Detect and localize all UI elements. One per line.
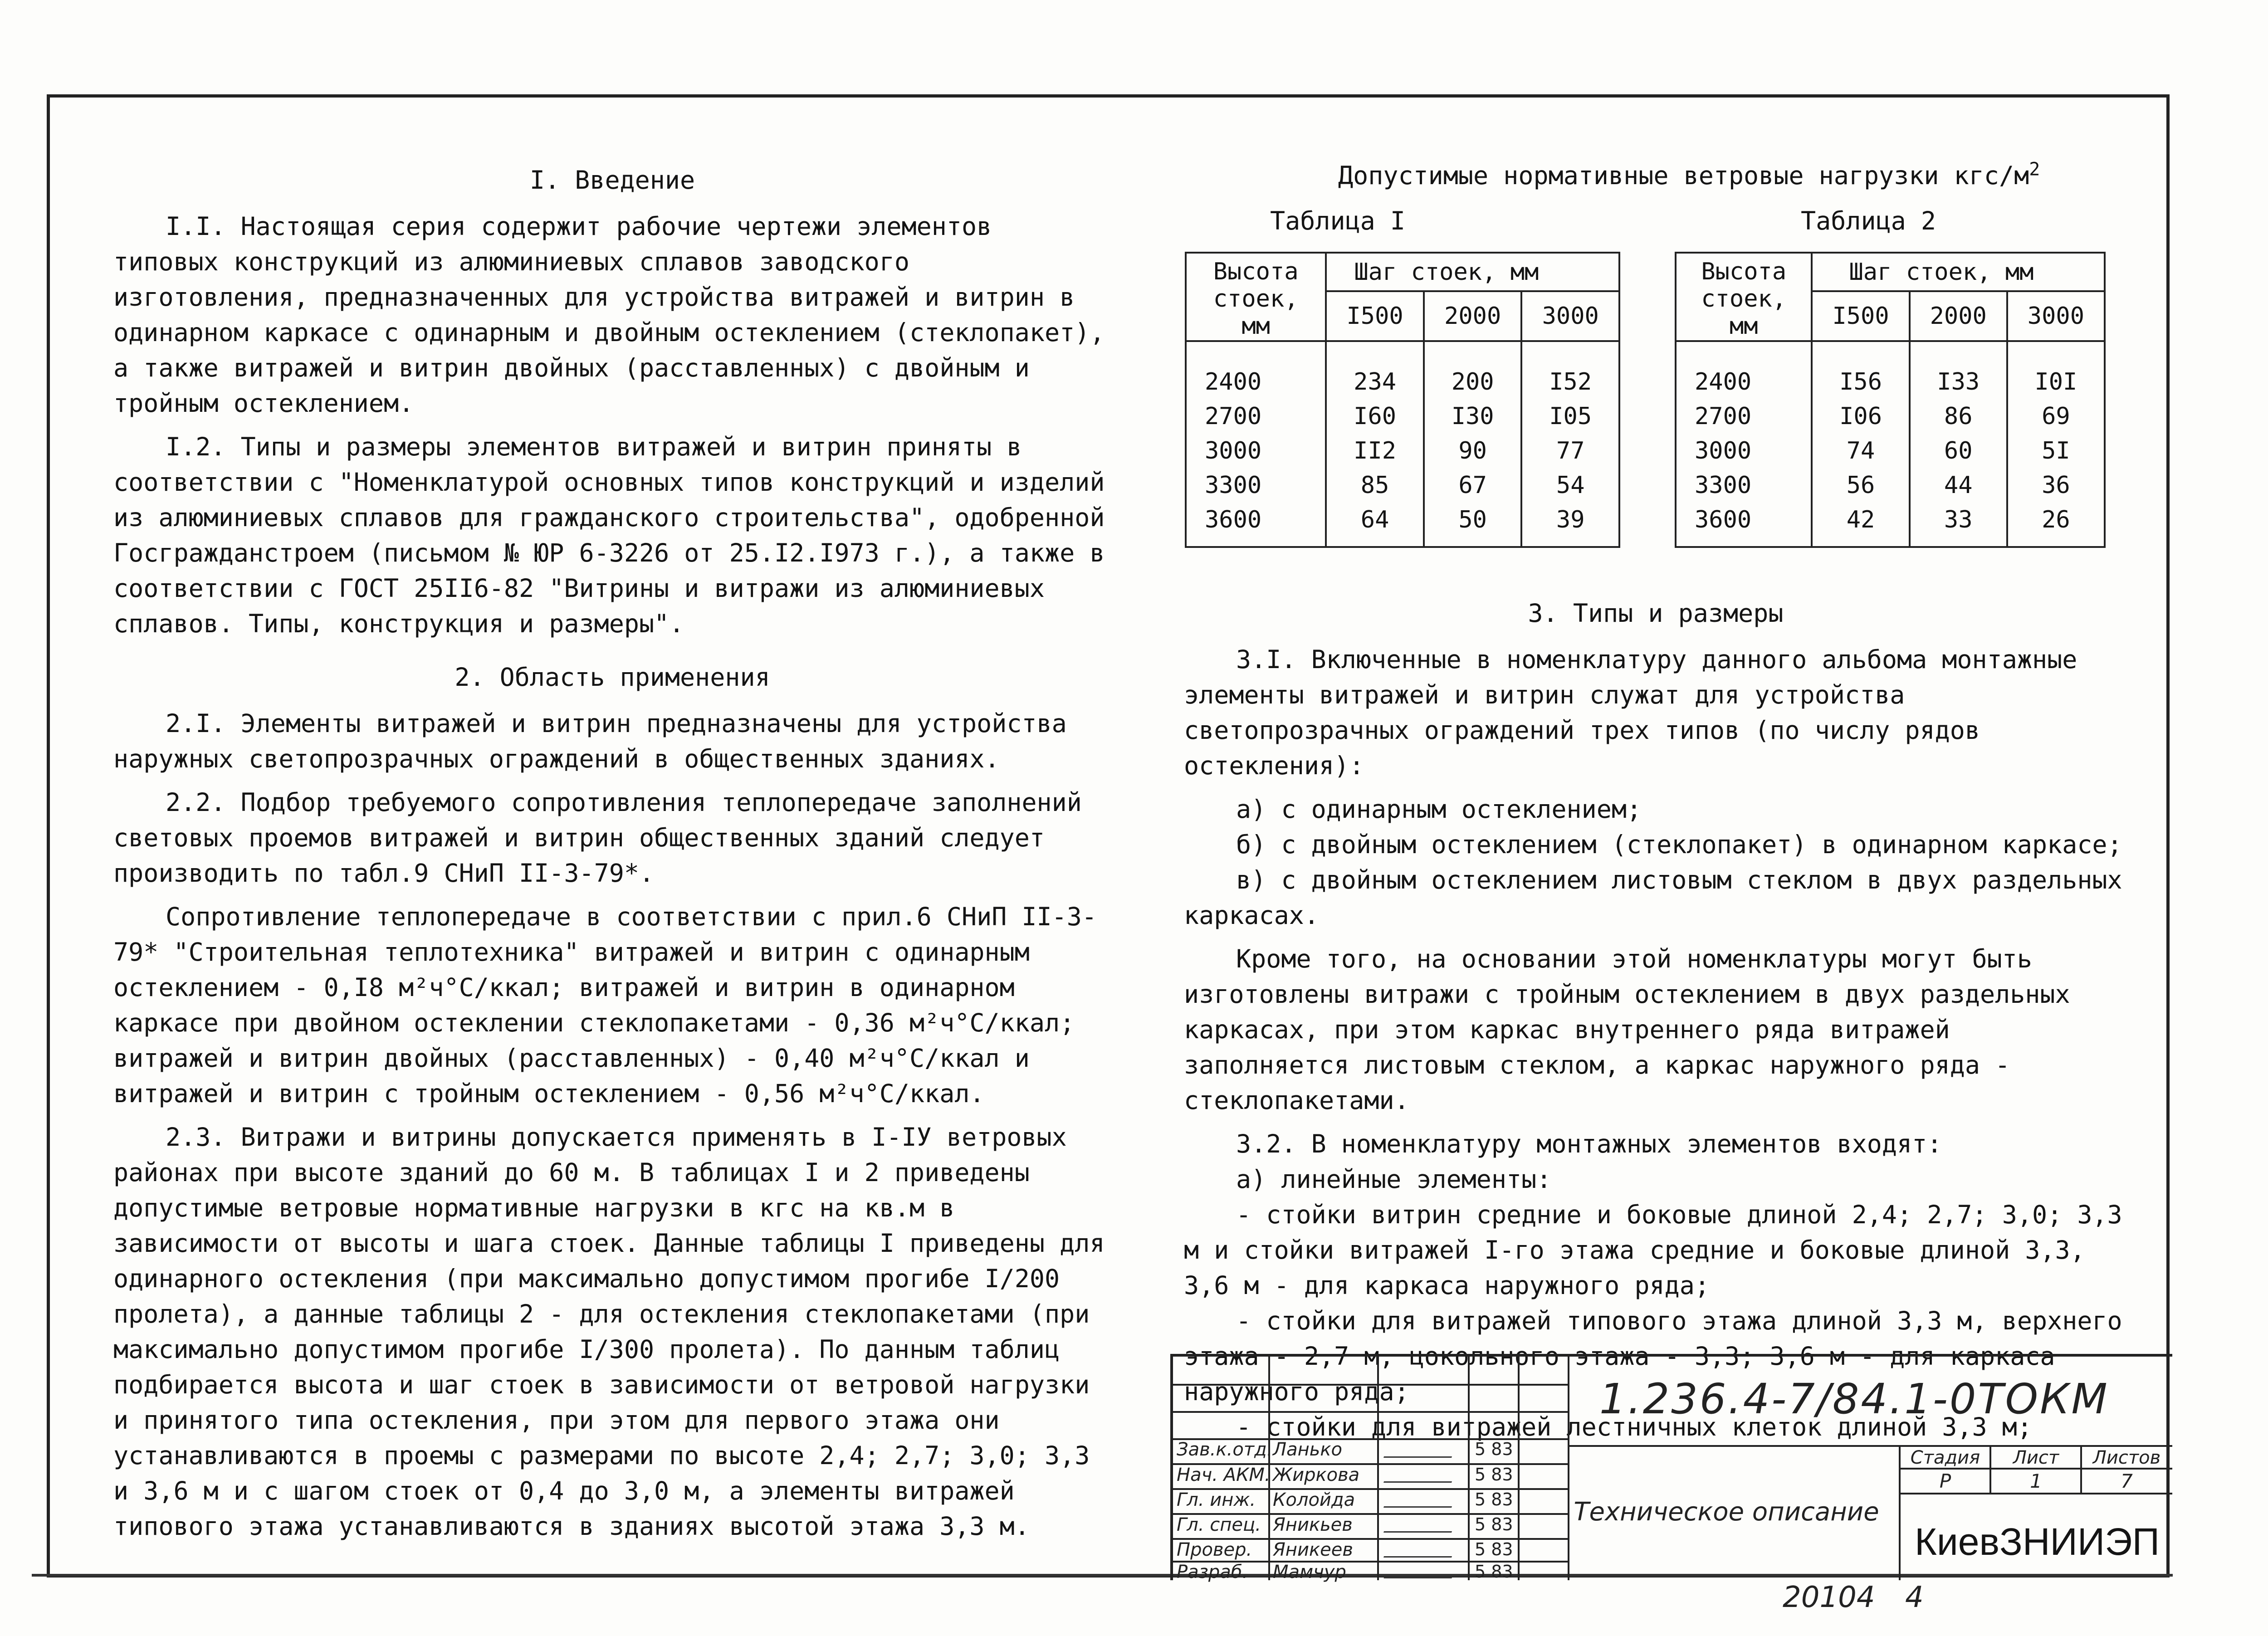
heights-cell [1186, 341, 1326, 547]
paragraph-3-2: 3.2. В номенклатуру монтажных элементов входят: [1236, 1129, 1942, 1158]
section-1-title: I. Введение [529, 166, 695, 195]
grid-line [2080, 1445, 2082, 1493]
signature [1383, 1543, 1457, 1558]
signature [1383, 1564, 1457, 1578]
values-2000 [1910, 341, 2007, 547]
right-column [1184, 587, 2127, 1445]
grid-line [1173, 1384, 1568, 1386]
role-label: Разраб. [1177, 1562, 1248, 1582]
person-name: Яникьев [1273, 1514, 1353, 1535]
table-cell: 3300 [1695, 472, 1752, 499]
person-name: Ланько [1273, 1439, 1342, 1460]
table-cell: I56 [1839, 368, 1882, 396]
grid-line [1568, 1357, 1569, 1580]
date: 5 83 [1475, 1539, 1513, 1559]
table-cell: 36 [2042, 472, 2070, 499]
table-1-label: Таблица I [1270, 206, 1406, 235]
table-cell: 67 [1458, 472, 1487, 499]
col-header-height: Высота стоек, мм [1186, 253, 1326, 341]
sheet-value: 1 [2030, 1470, 2042, 1492]
date: 5 83 [1475, 1514, 1513, 1534]
col-header-height: Высота стоек, мм [1676, 253, 1812, 341]
list-item-linear: а) линейные элементы: [1236, 1165, 1552, 1194]
table-cell: I05 [1549, 403, 1592, 430]
wind-load-table-2 [1675, 252, 2106, 548]
document-title: Техническое описание [1574, 1497, 1879, 1527]
table-cell: 3600 [1205, 506, 1262, 533]
paragraph-2-2: 2.2. Подбор требуемого сопротивления теплопередаче заполнений световых проемов витражей и витрин общественных зданий следует производить по табл.9 СНиП II-3-79*. [113, 788, 1082, 888]
sheets-header: Листов [2092, 1447, 2161, 1468]
wind-load-table-1 [1185, 252, 1620, 548]
col-header-step: Шаг стоек, мм [1326, 253, 1619, 291]
table-cell: I60 [1354, 403, 1397, 430]
table-cell: 3000 [1695, 437, 1752, 464]
title-block [1170, 1354, 2172, 1580]
list-item-a: а) с одинарным остеклением; [1236, 795, 1642, 824]
signature [1383, 1493, 1457, 1508]
date: 5 83 [1475, 1489, 1513, 1509]
heights-cell [1676, 341, 1812, 547]
stage-header: Стадия [1910, 1447, 1980, 1468]
step-header: I500 [1326, 291, 1424, 341]
grid-line [1468, 1357, 1470, 1580]
table-body [1676, 341, 2105, 547]
step-header: I500 [1812, 291, 1909, 341]
paragraph-3-1: 3.I. Включенные в номенклатуру данного альбома монтажные элементы витражей и витрин служат для устройства светопрозрачных ограждений трех типов (по числу рядов остекления): [1184, 645, 2077, 780]
table-cell: 3600 [1695, 506, 1752, 533]
left-column [113, 154, 1111, 1552]
role-label: Гл. спец. [1177, 1514, 1261, 1535]
table-cell: I33 [1937, 368, 1980, 396]
signature [1383, 1443, 1457, 1458]
paragraph-2-1: 2.I. Элементы витражей и витрин предназначены для устройства наружных светопрозрачных ограждений в общественных зданиях. [113, 709, 1067, 773]
paragraph-3-1-note: Кроме того, на основании этой номенклатуры могут быть изготовлены витражи с тройным остеклением в двух раздельных каркасах, при этом каркас внутреннего ряда витражей заполняется листовым стеклом, а каркас наружного ряда - стеклопакетами. [1184, 944, 2070, 1115]
table-cell: 200 [1451, 368, 1494, 396]
step-header: 3000 [2007, 291, 2105, 341]
person-name: Яникеев [1273, 1539, 1353, 1560]
signature [1383, 1518, 1457, 1533]
step-header: 2000 [1424, 291, 1522, 341]
table-cell: 26 [2042, 506, 2070, 533]
archive-number: 20104 [1783, 1581, 1875, 1614]
list-item-b: б) с двойным остеклением (стеклопакет) в одинарном каркасе; [1236, 830, 2122, 859]
table-cell: I06 [1839, 403, 1882, 430]
table-cell: 69 [2042, 403, 2070, 430]
grid-line [1899, 1445, 1901, 1580]
table-cell: 77 [1556, 437, 1585, 464]
step-header: 2000 [1910, 291, 2007, 341]
grid-line [1899, 1493, 2172, 1494]
role-label: Провер. [1177, 1539, 1252, 1560]
table-cell: 33 [1944, 506, 1973, 533]
document-code: 1.236.4-7/84.1-0ТОКМ [1599, 1375, 2109, 1423]
table-cell: 86 [1944, 403, 1973, 430]
role-label: Нач. АКМ. [1177, 1465, 1271, 1485]
table-cell: 54 [1556, 472, 1585, 499]
paragraph-1-1: I.I. Настоящая серия содержит рабочие чертежи элементов типовых конструкций из алюминиевых сплавов заводского изготовления, предназначенных для устройства витражей и витрин в одинарном каркасе с одинарным и двойным остеклением (стеклопакет), а также витражей и витрин двойных (расставленных) с двойным и тройным остеклением. [113, 212, 1105, 418]
tables-caption: Допустимые нормативные ветровые нагрузки кгс/$м^2$ [1338, 159, 2040, 190]
sheets-value: 7 [2121, 1470, 2133, 1492]
grid-line [1518, 1357, 1520, 1580]
grid-line [1173, 1411, 1568, 1413]
signature [1383, 1468, 1457, 1483]
list-item-posts-3: - стойки для витражей лестничных клеток длиной 3,3 м; [1236, 1412, 2032, 1441]
table-cell: 2400 [1205, 368, 1262, 396]
date: 5 83 [1475, 1562, 1513, 1582]
values-3000 [1521, 341, 1619, 547]
section-3-title: 3. Типы и размеры [1528, 599, 1784, 628]
table-cell: 2700 [1695, 403, 1752, 430]
paragraph-1-2: I.2. Типы и размеры элементов витражей и витрин приняты в соответствии с "Номенклатурой основных типов конструкций и изделий из алюминиевых сплавов для гражданского строительства", одобренной Госгражданстроем (письмом № ЮР 6-3226 от 25.I2.I973 г.), а также в соответствии с ГОСТ 25II6-82 "Витрины и витражи из алюминиевых сплавов. Типы, конструкция и размеры". [113, 432, 1105, 638]
sheet-header: Лист [2013, 1447, 2059, 1468]
grid-line [1377, 1357, 1379, 1580]
table-cell: 44 [1944, 472, 1973, 499]
person-name: Мамчур [1273, 1562, 1346, 1582]
table-cell: 50 [1458, 506, 1487, 533]
section-2-title: 2. Область применения [455, 663, 770, 692]
table-cell: I30 [1451, 403, 1494, 430]
step-header: 3000 [1521, 291, 1619, 341]
table-cell: 56 [1846, 472, 1875, 499]
table-cell: 42 [1846, 506, 1875, 533]
list-item-posts-1: - стойки витрин средние и боковые длиной 2,4; 2,7; 3,0; 3,3 м и стойки витражей I-го этажа средние и боковые длиной 3,3, 3,6 м - для каркаса наружного ряда; [1184, 1200, 2122, 1300]
table-cell: 2400 [1695, 368, 1752, 396]
table-cell: 3300 [1205, 472, 1262, 499]
grid-line [1989, 1445, 1991, 1493]
list-item-posts-2: - стойки для витражей типового этажа длиной 3,3 м, верхнего этажа - 2,7 м, цокольного этажа - 3,3; 3,6 м - для каркаса наружного ряда; [1184, 1306, 2122, 1406]
person-name: Жиркова [1273, 1465, 1360, 1485]
paragraph-2-resistance: Сопротивление теплопередаче в соответствии с прил.6 СНиП II-3-79* "Строительная теплотехника" витражей и витрин с одинарным остеклением - 0,I8 м²ч°С/ккал; витражей и витрин в одинарном каркасе при двойном остеклении стеклопакетами - 0,36 м²ч°С/ккал; витражей и витрин двойных (расставленных) - 0,40 м²ч°С/ккал и витражей и витрин с тройным остеклением - 0,56 м²ч°С/ккал. [113, 902, 1097, 1108]
table-cell: I0I [2034, 368, 2077, 396]
table-cell: 90 [1458, 437, 1487, 464]
role-label: Зав.к.отд. [1177, 1439, 1273, 1460]
list-item-c: в) с двойным остеклением листовым стеклом в двух раздельных каркасах. [1184, 865, 2122, 930]
table-cell: II2 [1354, 437, 1397, 464]
table-cell: 2700 [1205, 403, 1262, 430]
table-body [1186, 341, 1619, 547]
date: 5 83 [1475, 1439, 1513, 1459]
table-cell: 3000 [1205, 437, 1262, 464]
paragraph-2-3: 2.3. Витражи и витрины допускается применять в I-IУ ветровых районах при высоте зданий до 60 м. В таблицах I и 2 приведены допустимые ветровые нормативные нагрузки в кгс на кв.м в зависимости от высоты и шага стоек. Данные таблицы I приведены для одинарного остекления (при максимально допустимом прогибе I/200 пролета), а данные таблицы 2 - для остекления стеклопакетами (при максимально допустимом прогибе I/300 пролета). По данным таблиц подбирается высота и шаг стоек в зависимости от ветровой нагрузки и принятого типа остекления, при этом для первого этажа они устанавливаются в проемы с размерами по высоте 2,4; 2,7; 3,0; 3,3 и 3,6 м и с шагом стоек от 0,4 до 3,0 м, а элементы витражей типового этажа устанавливаются в зданиях высотой этажа 3,3 м. [113, 1123, 1105, 1541]
table-2-label: Таблица 2 [1801, 206, 1936, 235]
table-cell: 85 [1360, 472, 1389, 499]
values-3000 [2007, 341, 2105, 547]
table-cell: I52 [1549, 368, 1592, 396]
values-2000 [1424, 341, 1522, 547]
person-name: Колойда [1273, 1489, 1355, 1510]
values-1500 [1326, 341, 1424, 547]
table-cell: 39 [1556, 506, 1585, 533]
table-cell: 234 [1354, 368, 1397, 396]
table-cell: 60 [1944, 437, 1973, 464]
table-cell: 5I [2042, 437, 2070, 464]
col-header-step: Шаг стоек, мм [1812, 253, 2105, 291]
stage-value: Р [1939, 1470, 1951, 1492]
role-label: Гл. инж. [1177, 1489, 1256, 1510]
date: 5 83 [1475, 1465, 1513, 1485]
table-cell: 74 [1846, 437, 1875, 464]
values-1500 [1812, 341, 1909, 547]
table-cell: 64 [1360, 506, 1389, 533]
page-number: 4 [1905, 1581, 1924, 1614]
organization-name: КиевЗНИИЭП [1914, 1520, 2160, 1563]
